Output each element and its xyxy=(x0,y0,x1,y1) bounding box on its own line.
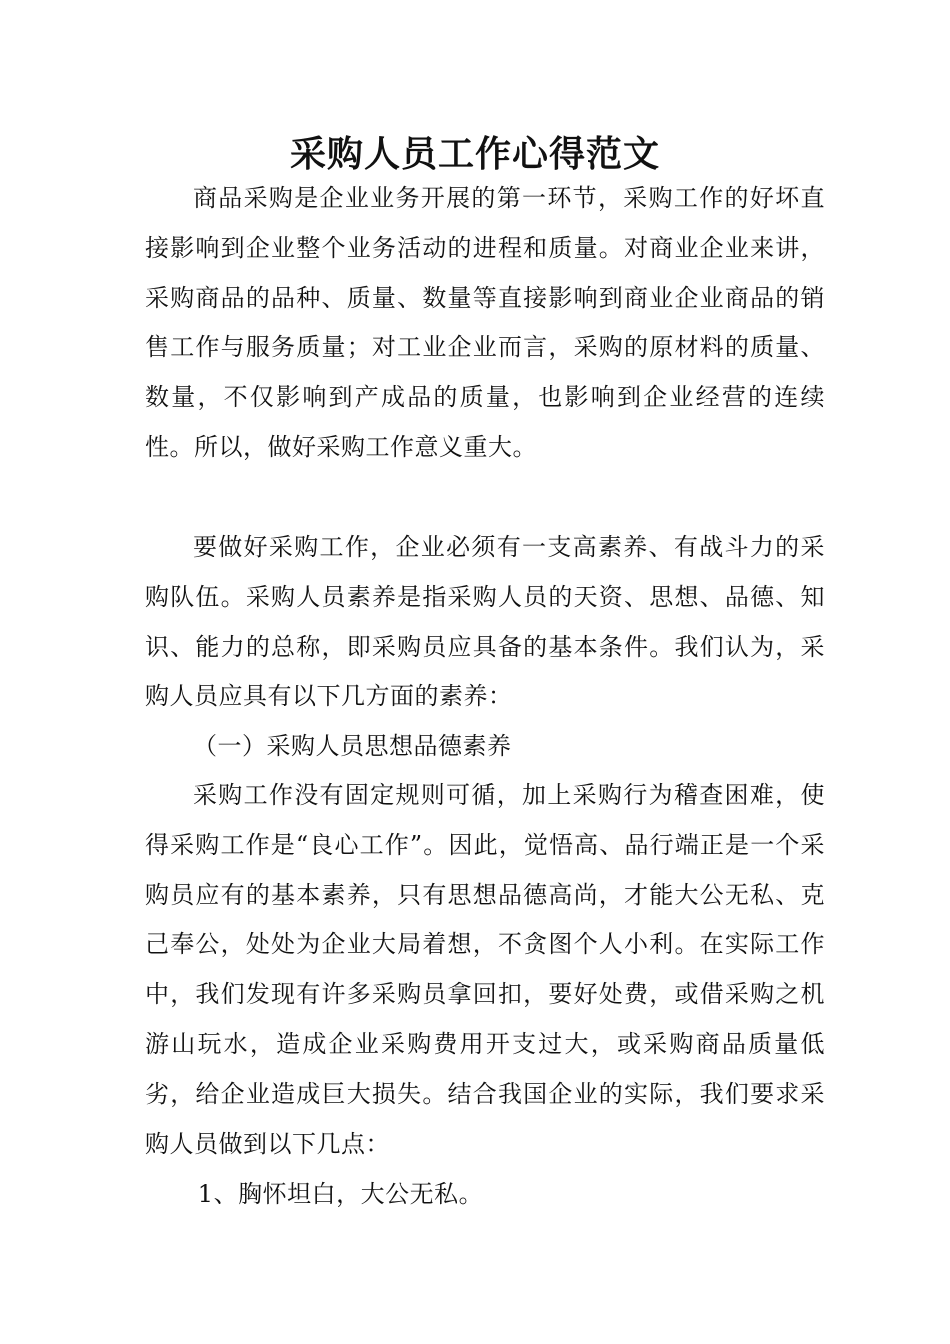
section-heading: （一）采购人员思想品德素养 xyxy=(193,732,512,760)
paragraph-ethics: 采购工作没有固定规则可循，加上采购行为稽查困难，使得采购工作是“良心工作”。因此，觉悟高、品行端正是一个采购员应有的基本素养，只有思想品德高尚，才能大公无私、克己奉公，处处为企业大局着想，不贪图个人小利。在实际工作中，我们发现有许多采购员拿回扣，要好处费，或借采购之机游山玩水，造成企业采购费用开支过大，或采购商品质量低劣，给企业造成巨大损失。结合我国企业的实际，我们要求采购人员做到以下几点： xyxy=(145,781,825,1158)
list-item-1: 1、胸怀坦白，大公无私。 xyxy=(197,1180,484,1208)
paragraph-intro: 商品采购是企业业务开展的第一环节，采购工作的好坏直接影响到企业整个业务活动的进程和质量。对商业企业来讲，采购商品的品种、质量、数量等直接影响到商业企业商品的销售工作与服务质量；对工业企业而言，采购的原材料的质量、数量，不仅影响到产成品的质量，也影响到企业经营的连续性。所以，做好采购工作意义重大。 xyxy=(145,184,825,461)
document-title: 采购人员工作心得范文 xyxy=(289,134,660,175)
paragraph-team: 要做好采购工作，企业必须有一支高素养、有战斗力的采购队伍。采购人员素养是指采购人员的天资、思想、品德、知识、能力的总称，即采购员应具备的基本条件。我们认为，采购人员应具有以下几方面的素养： xyxy=(145,533,825,711)
